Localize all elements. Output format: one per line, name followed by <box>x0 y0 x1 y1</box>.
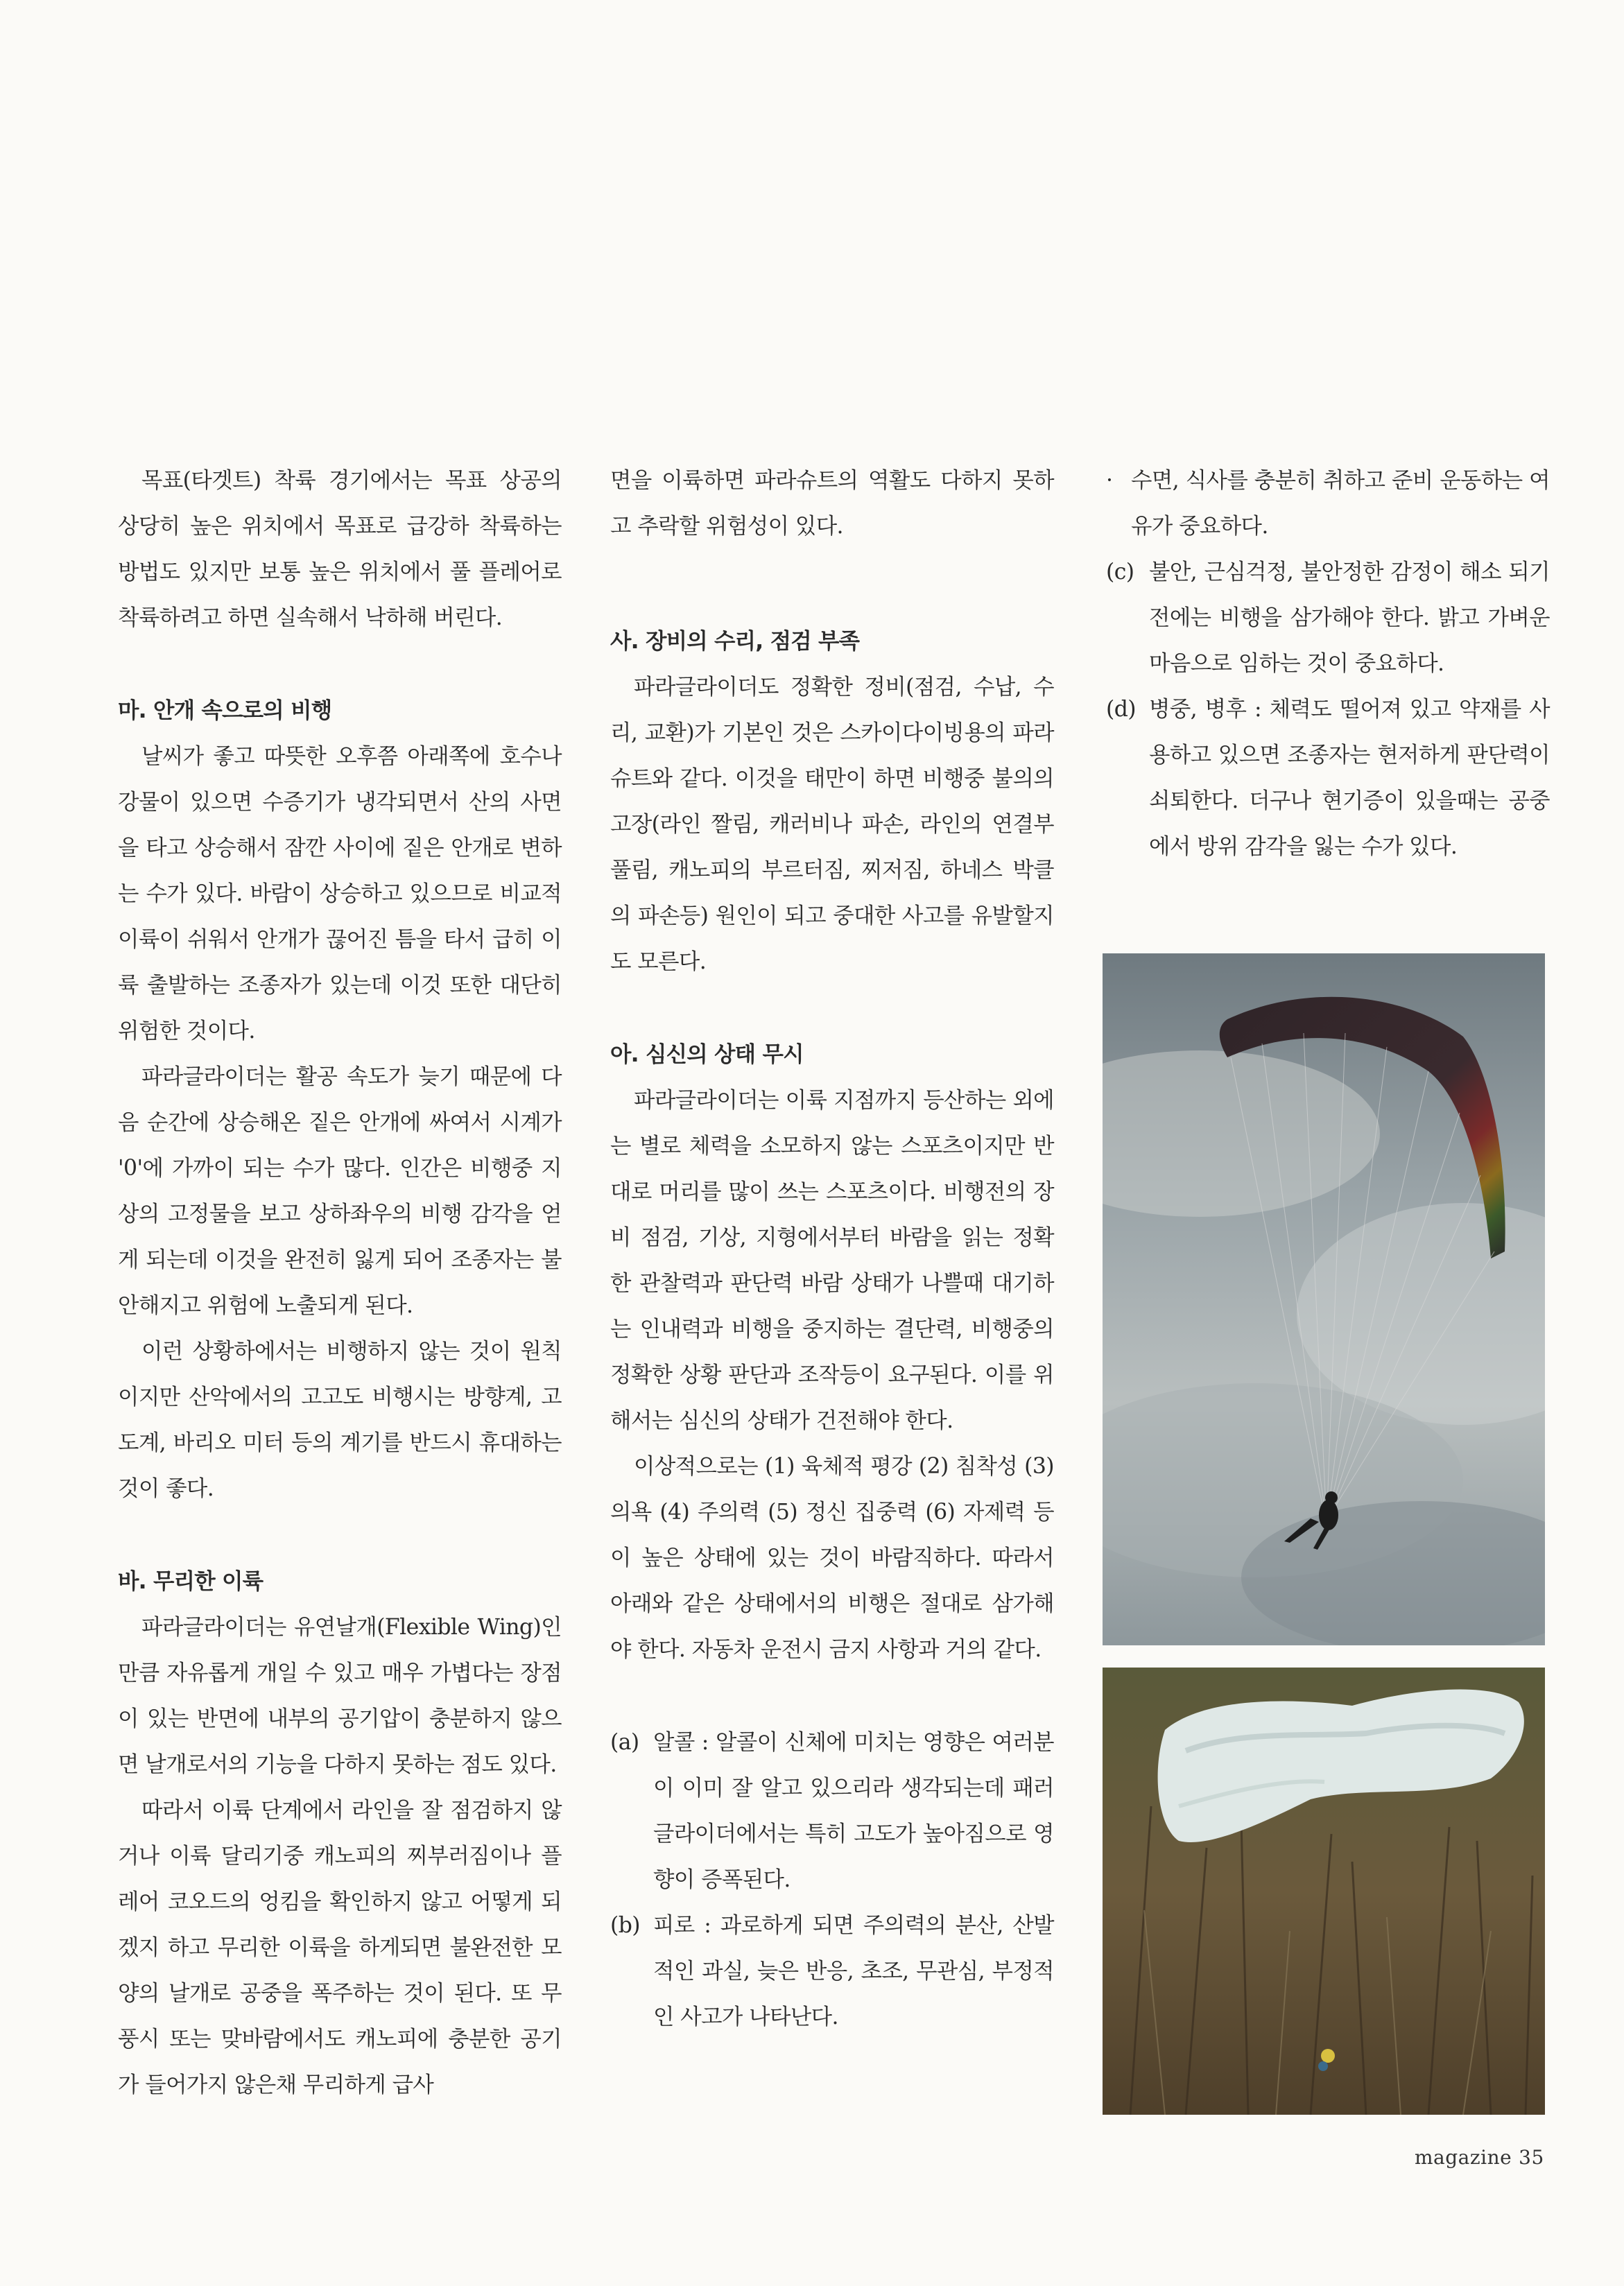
list-marker: (a) <box>610 1730 639 1755</box>
paraglider-sky-image <box>1103 953 1545 1645</box>
list-item-a <box>610 1720 1054 1903</box>
page-footer <box>1415 2146 1544 2169</box>
page-number: 35 <box>1519 2146 1544 2169</box>
list-marker: (c) <box>1106 560 1134 585</box>
section-heading-a: 아. 심신의 상태 무시 <box>610 1042 804 1067</box>
list-item-text: 알콜 : 알콜이 신체에 미치는 영향은 여러분이 이미 잘 알고 있으리라 생각되는데 패러글라이더에서는 특히 고도가 높아짐으로 영향이 증폭된다. <box>653 1730 1054 1892</box>
paraglider-sky-photo <box>1103 953 1545 1645</box>
paragraph: 따라서 이륙 단계에서 라인을 잘 점검하지 않거나 이륙 달리기중 캐노피의 찌부러짐이나 플레어 코오드의 엉킴을 확인하지 않고 어떻게 되겠지 하고 무리한 이륙을 하게되면 불완전한 모양의 날개로 공중을 폭주하는 것이 된다. 또 무풍시 또는 맞바람에서도 캐노피에 충분한 공기가 들어가지 않은채 무리하게 급사 <box>118 1798 562 2097</box>
section-heading-sa: 사. 장비의 수리, 점검 부족 <box>610 629 860 654</box>
list-item-b <box>610 1903 1054 2040</box>
paragraph: 날씨가 좋고 따뜻한 오후쯤 아래쪽에 호수나 강물이 있으면 수증기가 냉각되면서 산의 사면을 타고 상승해서 잠깐 사이에 짙은 안개로 변하는 수가 있다. 바람이 상승하고 있으므로 비교적 이륙이 쉬워서 안개가 끊어진 틈을 타서 급히 이륙 출발하는 조종자가 있는데 이것 또한 대단히 위험한 것이다. <box>118 744 562 1044</box>
list-item-d <box>1106 686 1550 869</box>
list-item-bullet <box>1106 458 1550 549</box>
magazine-label: magazine <box>1415 2146 1512 2169</box>
list-item-text: 불안, 근심걱정, 불안정한 감정이 해소 되기전에는 비행을 삼가해야 한다. 밝고 가벼운 마음으로 임하는 것이 중요하다. <box>1149 560 1550 676</box>
paragraph: 이상적으로는 (1) 육체적 평강 (2) 침착성 (3) 의욕 (4) 주의력 (5) 정신 집중력 (6) 자제력 등이 높은 상태에 있는 것이 바람직하다. 따라서 아래와 같은 상태에서의 비행은 절대로 삼가해야 한다. 자동차 운전시 금지 사항과 거의 같다. <box>610 1454 1054 1662</box>
list-item-text: 병중, 병후 : 체력도 떨어져 있고 약재를 사용하고 있으면 조종자는 현저하게 판단력이 쇠퇴한다. 더구나 현기증이 있을때는 공중에서 방위 감각을 잃는 수가 있다. <box>1149 697 1550 859</box>
paragraph: 파라글라이더는 활공 속도가 늦기 때문에 다음 순간에 상승해온 짙은 안개에 싸여서 시계가 '0'에 가까이 되는 수가 많다. 인간은 비행중 지상의 고정물을 보고 상하좌우의 비행 감각을 얻게 되는데 이것을 완전히 잃게 되어 조종자는 불안해지고 위험에 노출되게 된다. <box>118 1064 562 1318</box>
section-heading-ba: 바. 무리한 이륙 <box>118 1569 264 1594</box>
paragraph: 이런 상황하에서는 비행하지 않는 것이 원칙이지만 산악에서의 고고도 비행시는 방향계, 고도계, 바리오 미터 등의 계기를 반드시 휴대하는 것이 좋다. <box>118 1339 562 1501</box>
list-marker: (d) <box>1106 697 1136 722</box>
paraglider-ground-image <box>1103 1668 1545 2115</box>
paragraph: 파라글라이더는 이륙 지점까지 등산하는 외에는 별로 체력을 소모하지 않는 스포츠이지만 반대로 머리를 많이 쓰는 스포츠이다. 비행전의 장비 점검, 기상, 지형에서부터 바람을 읽는 정확한 관찰력과 판단력 바람 상태가 나쁠때 대기하는 인내력과 비행을 중지하는 결단력, 비행중의 정확한 상황 판단과 조작등이 요구된다. 이를 위해서는 심신의 상태가 건전해야 한다. <box>610 1088 1054 1433</box>
paragraph: 파라글라이더도 정확한 정비(점검, 수납, 수리, 교환)가 기본인 것은 스카이다이빙용의 파라슈트와 같다. 이것을 태만이 하면 비행중 불의의 고장(라인 짤림, 캐러비나 파손, 라인의 연결부 풀림, 캐노피의 부르터짐, 찌저짐, 하네스 박클의 파손등) 원인이 되고 중대한 사고를 유발할지도 모른다. <box>610 675 1054 974</box>
section-heading-ma: 마. 안개 속으로의 비행 <box>118 698 332 723</box>
paragraph: 파라글라이더는 유연날개(Flexible Wing)인 만큼 자유롭게 개일 수 있고 매우 가볍다는 장점이 있는 반면에 내부의 공기압이 충분하지 않으면 날개로서의 기능을 다하지 못하는 점도 있다. <box>118 1615 562 1777</box>
article-column-1 <box>118 458 562 2108</box>
list-marker: (b) <box>610 1913 640 1938</box>
article-column-2 <box>610 458 1054 2040</box>
list-item-text: 수면, 식사를 충분히 취하고 준비 운동하는 여유가 중요하다. <box>1131 468 1550 539</box>
paraglider-ground-photo <box>1103 1668 1545 2115</box>
bullet-marker: · <box>1106 468 1113 493</box>
article-column-3 <box>1106 458 1550 869</box>
paragraph: 면을 이륙하면 파라슈트의 역활도 다하지 못하고 추락할 위험성이 있다. <box>610 468 1054 539</box>
paragraph: 목표(타겟트) 착륙 경기에서는 목표 상공의 상당히 높은 위치에서 목표로 급강하 착륙하는 방법도 있지만 보통 높은 위치에서 풀 플레어로 착륙하려고 하면 실속해서 낙하해 버린다. <box>118 468 562 630</box>
list-item-text: 피로 : 과로하게 되면 주의력의 분산, 산발적인 과실, 늦은 반응, 초조, 무관심, 부정적인 사고가 나타난다. <box>653 1913 1054 2029</box>
list-item-c <box>1106 549 1550 686</box>
